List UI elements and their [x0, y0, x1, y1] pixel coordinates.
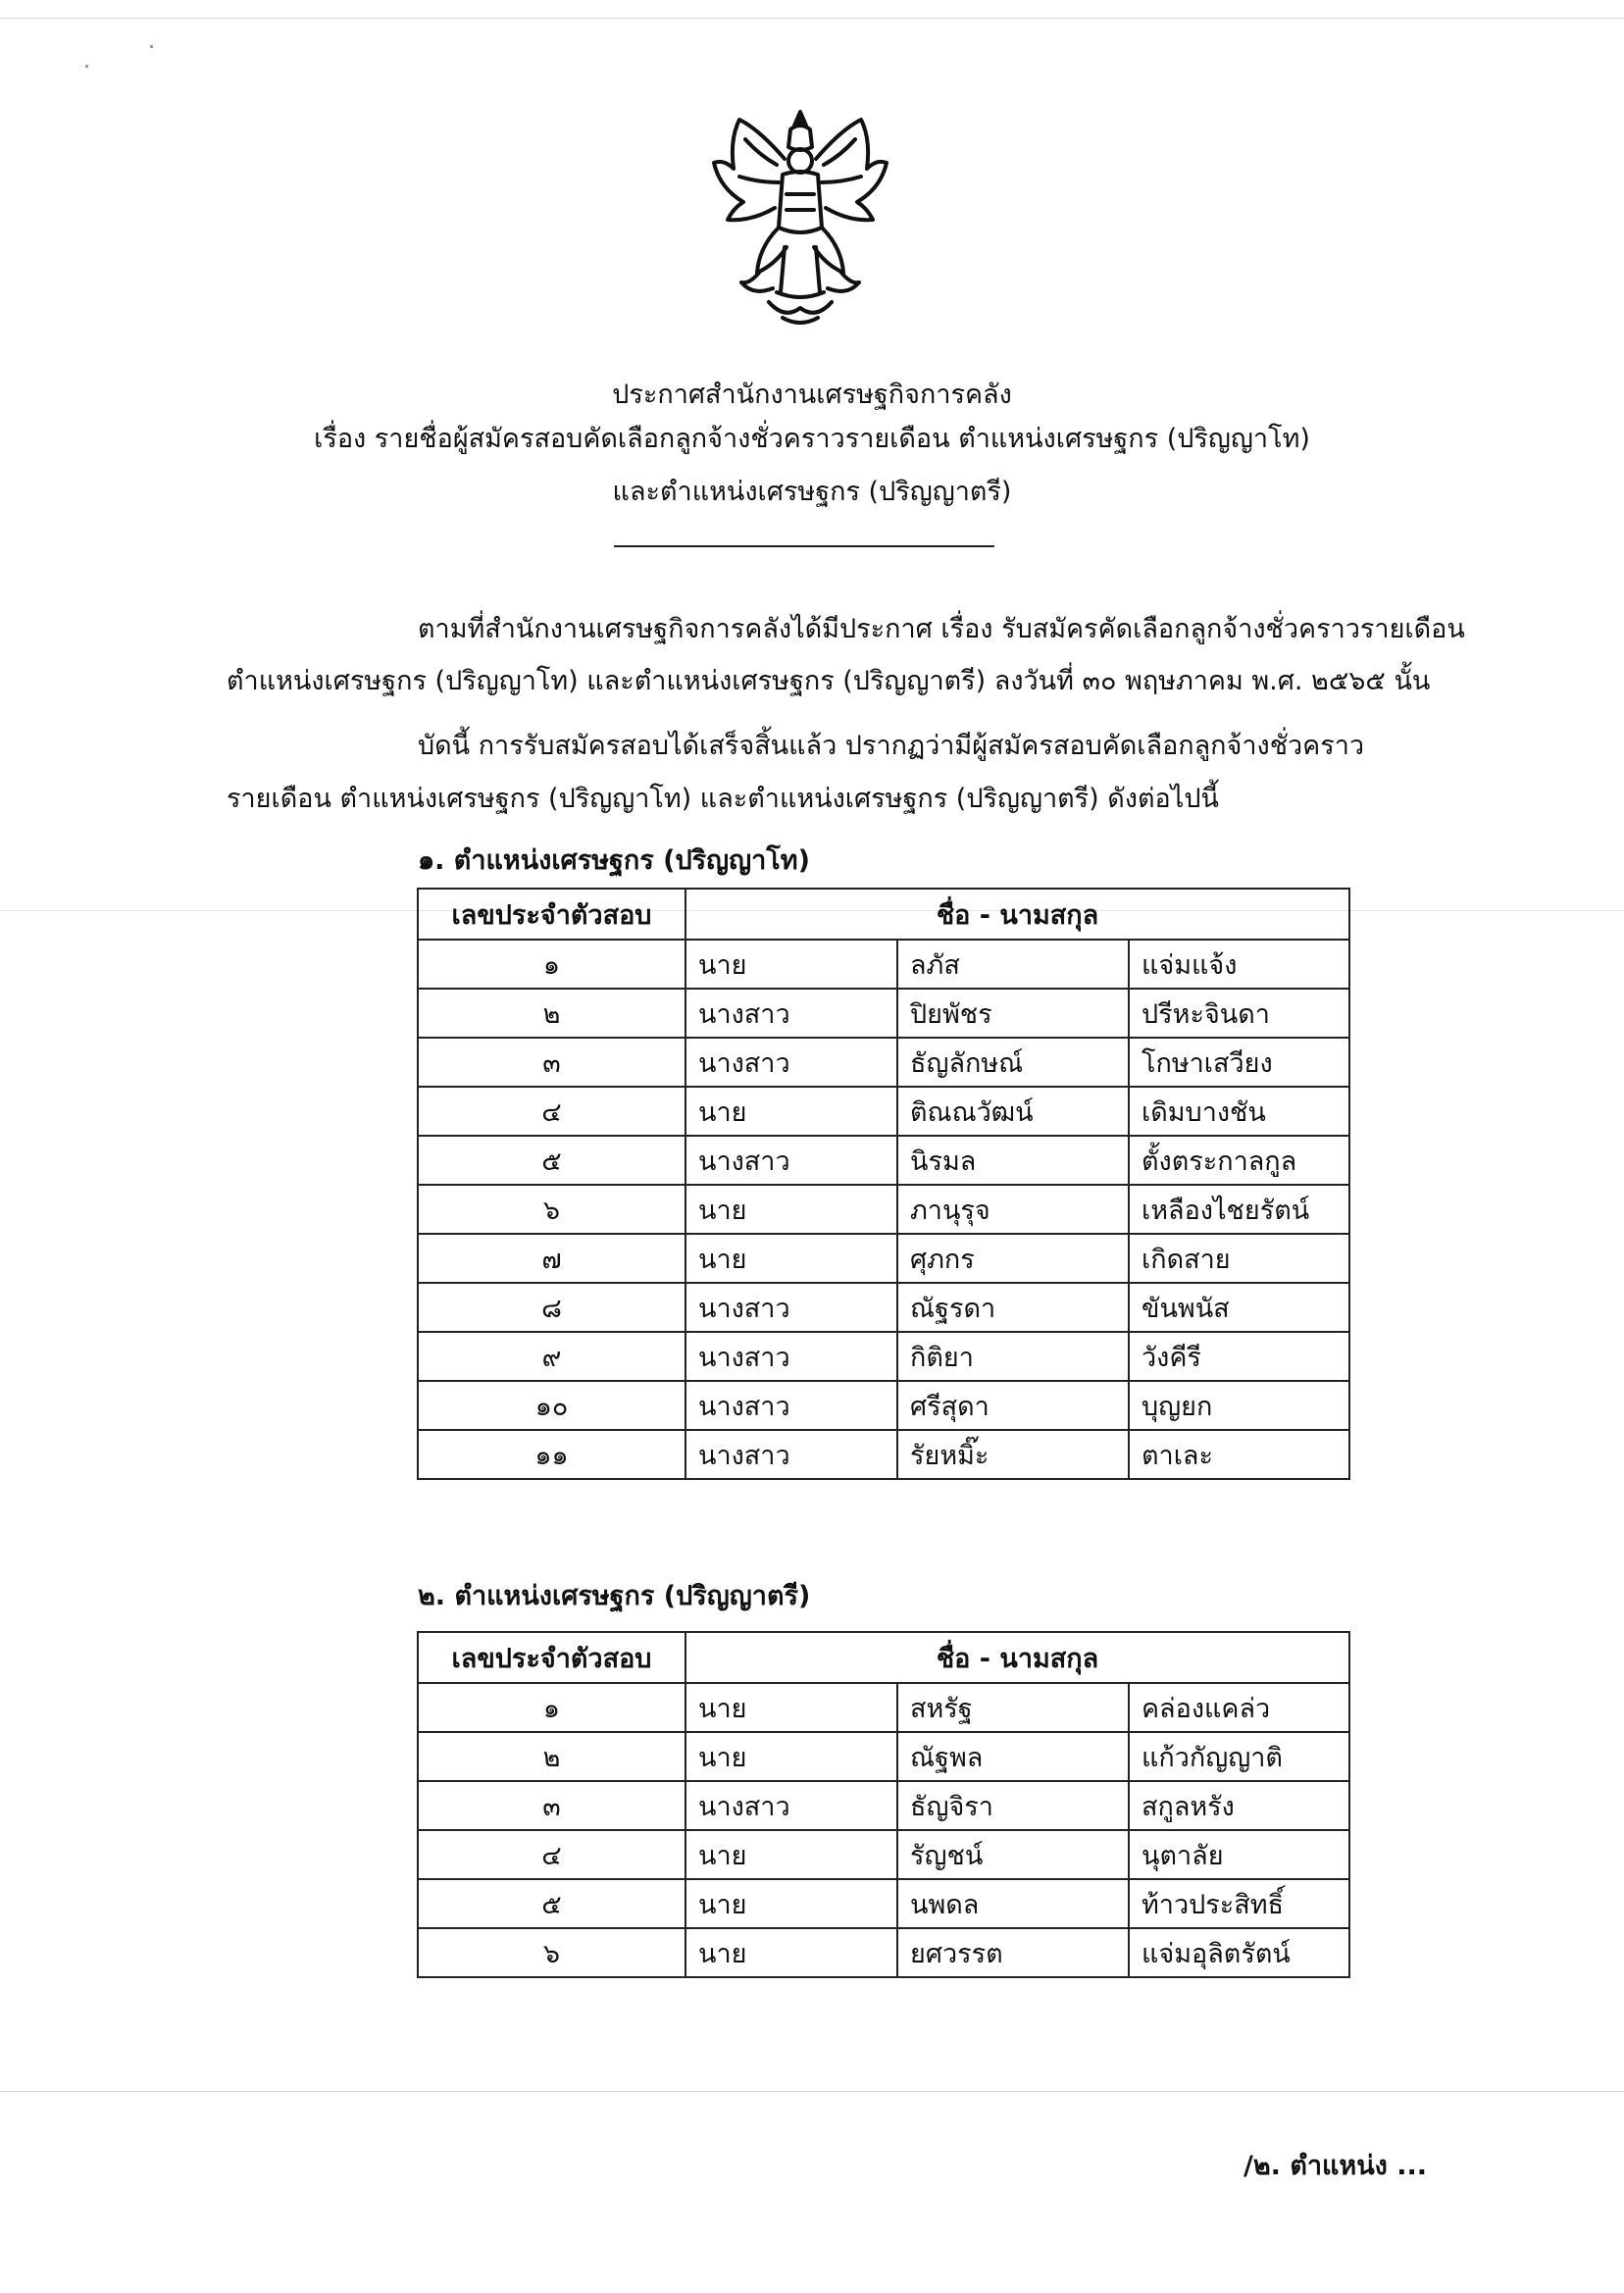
table-row [418, 1332, 1349, 1381]
cell-name-title: นาย [685, 1732, 897, 1781]
cell-last-name: แจ่มอุลิตรัตน์ [1129, 1928, 1349, 1977]
cell-first-name: ติณณวัฒน์ [897, 1087, 1129, 1136]
cell-first-name: สหรัฐ [897, 1683, 1129, 1732]
announcement-subject-line1: เรื่อง รายชื่อผู้สมัครสอบคัดเลือกลูกจ้างชั่วคราวรายเดือน ตำแหน่งเศรษฐกร (ปริญญาโท) [314, 424, 1310, 454]
table-row [418, 1038, 1349, 1087]
scan-speck [85, 65, 88, 68]
cell-exam-id: ๔ [418, 1830, 685, 1879]
cell-first-name: ศุภกร [897, 1234, 1129, 1283]
cell-exam-id: ๔ [418, 1087, 685, 1136]
scan-edge-top [0, 18, 1624, 19]
cell-name-title: นาย [685, 940, 897, 989]
cell-first-name: นพดล [897, 1879, 1129, 1928]
cell-last-name: นุตาลัย [1129, 1830, 1349, 1879]
table-row [418, 989, 1349, 1038]
cell-exam-id: ๙ [418, 1332, 685, 1381]
applicant-table-bachelors [417, 1631, 1350, 1978]
garuda-emblem-icon [700, 100, 900, 331]
cell-first-name: นิรมล [897, 1136, 1129, 1185]
cell-first-name: ธัญจิรา [897, 1781, 1129, 1830]
cell-last-name: โกษาเสวียง [1129, 1038, 1349, 1087]
cell-last-name: ท้าวประสิทธิ์ [1129, 1879, 1349, 1928]
table-row [418, 1683, 1349, 1732]
table-row [418, 1185, 1349, 1234]
table-header-row [418, 889, 1349, 940]
table-header-row [418, 1632, 1349, 1683]
body-paragraph1-line1: ตามที่สำนักงานเศรษฐกิจการคลังได้มีประกาศ เรื่อง รับสมัครคัดเลือกลูกจ้างชั่วคราวรายเดือน [418, 614, 1465, 644]
column-header-full-name: ชื่อ - นามสกุล [685, 1632, 1349, 1683]
cell-name-title: นางสาว [685, 1038, 897, 1087]
cell-first-name: ณัฐรดา [897, 1283, 1129, 1332]
cell-exam-id: ๓ [418, 1038, 685, 1087]
cell-name-title: นางสาว [685, 1430, 897, 1479]
cell-name-title: นาย [685, 1683, 897, 1732]
body-paragraph2-line1: บัดนี้ การรับสมัครสอบได้เสร็จสิ้นแล้ว ปรากฏว่ามีผู้สมัครสอบคัดเลือกลูกจ้างชั่วคราว [418, 731, 1365, 761]
cell-first-name: ภานุรุจ [897, 1185, 1129, 1234]
cell-exam-id: ๒ [418, 989, 685, 1038]
cell-name-title: นาย [685, 1185, 897, 1234]
cell-name-title: นางสาว [685, 1781, 897, 1830]
cell-first-name: ศรีสุดา [897, 1381, 1129, 1430]
cell-last-name: สกูลหรัง [1129, 1781, 1349, 1830]
table-row [418, 1381, 1349, 1430]
scan-fold-line-bottom [0, 2091, 1624, 2092]
announcement-issuer: ประกาศสำนักงานเศรษฐกิจการคลัง [612, 380, 1012, 410]
column-header-full-name: ชื่อ - นามสกุล [685, 889, 1349, 940]
cell-last-name: ปรีหะจินดา [1129, 989, 1349, 1038]
cell-last-name: เดิมบางชัน [1129, 1087, 1349, 1136]
cell-last-name: ตั้งตระกาลกูล [1129, 1136, 1349, 1185]
cell-exam-id: ๓ [418, 1781, 685, 1830]
cell-first-name: รัยหมิ๊ะ [897, 1430, 1129, 1479]
cell-exam-id: ๒ [418, 1732, 685, 1781]
cell-first-name: ณัฐพล [897, 1732, 1129, 1781]
table-row [418, 1087, 1349, 1136]
table-row [418, 1879, 1349, 1928]
table-row [418, 1928, 1349, 1977]
cell-exam-id: ๑ [418, 940, 685, 989]
cell-name-title: นางสาว [685, 989, 897, 1038]
table-row [418, 1830, 1349, 1879]
cell-exam-id: ๑๑ [418, 1430, 685, 1479]
column-header-exam-id: เลขประจำตัวสอบ [418, 1632, 685, 1683]
applicant-table-masters [417, 888, 1350, 1480]
cell-first-name: รัญชน์ [897, 1830, 1129, 1879]
column-header-exam-id: เลขประจำตัวสอบ [418, 889, 685, 940]
cell-first-name: ปิยพัชร [897, 989, 1129, 1038]
body-paragraph2-line2: รายเดือน ตำแหน่งเศรษฐกร (ปริญญาโท) และตำแหน่งเศรษฐกร (ปริญญาตรี) ดังต่อไปนี้ [227, 784, 1219, 814]
cell-last-name: ขันพนัส [1129, 1283, 1349, 1332]
cell-first-name: ธัญลักษณ์ [897, 1038, 1129, 1087]
scan-speck [150, 45, 153, 48]
table-row [418, 1234, 1349, 1283]
table-row [418, 1732, 1349, 1781]
cell-name-title: นางสาว [685, 1283, 897, 1332]
table-row [418, 1136, 1349, 1185]
cell-exam-id: ๑๐ [418, 1381, 685, 1430]
table-row [418, 1430, 1349, 1479]
announcement-subject-line2: และตำแหน่งเศรษฐกร (ปริญญาตรี) [612, 477, 1012, 507]
cell-name-title: นาย [685, 1234, 897, 1283]
cell-last-name: คล่องแคล่ว [1129, 1683, 1349, 1732]
section-title-masters: ๑. ตำแหน่งเศรษฐกร (ปริญญาโท) [418, 845, 810, 876]
cell-last-name: ตาเละ [1129, 1430, 1349, 1479]
cell-name-title: นาย [685, 1087, 897, 1136]
cell-first-name: ลภัส [897, 940, 1129, 989]
page-continuation-note: /๒. ตำแหน่ง ... [1243, 2151, 1428, 2181]
cell-name-title: นางสาว [685, 1332, 897, 1381]
cell-last-name: แก้วกัญญาติ [1129, 1732, 1349, 1781]
cell-name-title: นาย [685, 1928, 897, 1977]
table-row [418, 1781, 1349, 1830]
cell-exam-id: ๕ [418, 1136, 685, 1185]
cell-exam-id: ๖ [418, 1185, 685, 1234]
cell-first-name: กิติยา [897, 1332, 1129, 1381]
cell-last-name: เหลืองไชยรัตน์ [1129, 1185, 1349, 1234]
table-row [418, 940, 1349, 989]
table-body-bachelors [418, 1683, 1349, 1977]
section-title-bachelors: ๒. ตำแหน่งเศรษฐกร (ปริญญาตรี) [418, 1581, 811, 1611]
cell-exam-id: ๗ [418, 1234, 685, 1283]
cell-first-name: ยศวรรต [897, 1928, 1129, 1977]
table-row [418, 1283, 1349, 1332]
cell-last-name: เกิดสาย [1129, 1234, 1349, 1283]
cell-name-title: นางสาว [685, 1381, 897, 1430]
cell-name-title: นางสาว [685, 1136, 897, 1185]
body-paragraph1-line2: ตำแหน่งเศรษฐกร (ปริญญาโท) และตำแหน่งเศรษฐกร (ปริญญาตรี) ลงวันที่ ๓๐ พฤษภาคม พ.ศ. ๒๕๖๕ นั้น [227, 666, 1431, 696]
cell-name-title: นาย [685, 1879, 897, 1928]
heading-divider [614, 545, 994, 547]
cell-exam-id: ๑ [418, 1683, 685, 1732]
table-body-masters [418, 940, 1349, 1479]
cell-last-name: วังคีรี [1129, 1332, 1349, 1381]
cell-name-title: นาย [685, 1830, 897, 1879]
cell-exam-id: ๖ [418, 1928, 685, 1977]
cell-exam-id: ๕ [418, 1879, 685, 1928]
cell-last-name: แจ่มแจ้ง [1129, 940, 1349, 989]
cell-exam-id: ๘ [418, 1283, 685, 1332]
cell-last-name: บุญยก [1129, 1381, 1349, 1430]
